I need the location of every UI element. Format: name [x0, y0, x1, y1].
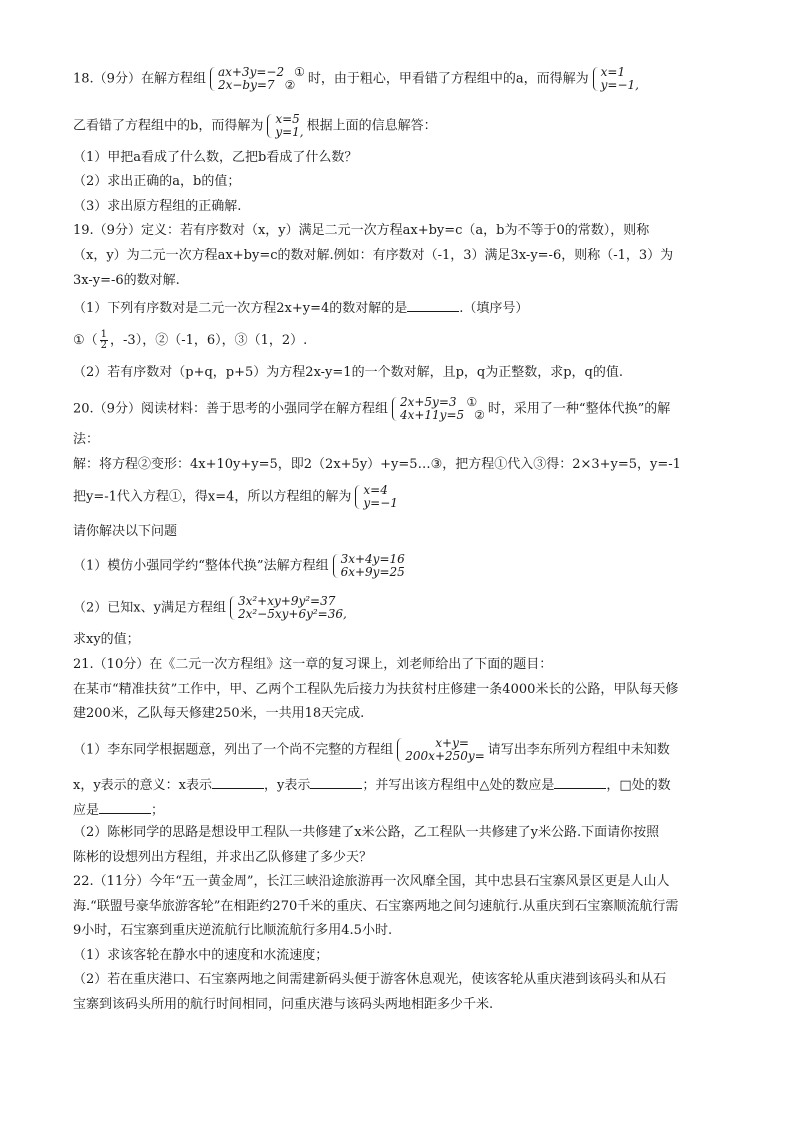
answer-blank[interactable]	[99, 800, 151, 814]
q22-line1: 22.（11分）今年“五一黄金周”，长江三峡沿途旅游再一次风靡全国，其中忠县石宝寨风景区更是人山人	[73, 874, 670, 889]
fraction-half: $\frac{1}{2}$	[100, 329, 108, 351]
q21-part2-line2: 陈彬的设想列出方程组，并求出乙队修建了多少天？	[73, 850, 373, 865]
q18-sol-b: x=5 y=1,	[266, 113, 303, 139]
q18-b-text-cont: 根据上面的信息解答：	[306, 118, 437, 134]
q18-part3: （3）求出原方程组的正确解.	[73, 199, 242, 214]
q20-p2-system: 3x²+xy+9y²=37 2x²−5xy+6y²=36,	[229, 595, 347, 621]
q22-line3: 9小时，石宝寨到重庆逆流航行比顺流航行多用4.5小时.	[73, 923, 393, 938]
q18-b-text: 乙看错了方程组中的b，而得解为	[73, 118, 264, 134]
answer-blank[interactable]	[554, 775, 606, 789]
q20-part1: （1）模仿小强同学约“整体代换”法解方程组 3x+4y=16 6x+9y=25	[73, 552, 405, 579]
q18-part1: （1）甲把a看成了什么数，乙把b看成了什么数？	[73, 150, 358, 165]
q18-line2	[73, 113, 437, 139]
q21-system: x+y= 200x+250y=	[396, 737, 484, 763]
q18-system	[209, 66, 305, 92]
q20-line5: 请你解决以下问题	[73, 524, 178, 539]
q18-sol-a: x=1 y=−1,	[592, 66, 639, 92]
q21-line3: 建200米，乙队每天修建250米，一共用18天完成.	[73, 706, 365, 721]
answer-blank[interactable]	[212, 775, 264, 789]
answer-blank[interactable]	[407, 298, 459, 312]
q20-line3: 解：将方程②变形：4x+10y+y=5，即2（2x+5y）+y=5…③，把方程①代入③得：2×3+y=5，y=-1	[73, 457, 681, 472]
q20-line2: 法：	[73, 432, 100, 447]
q20-part2: （2）已知x、y满足方程组 3x²+xy+9y²=37 2x²−5xy+6y²=36,	[73, 594, 347, 621]
answer-blank[interactable]	[310, 775, 362, 789]
q19-part1: （1）下列有序数对是二元一次方程2x+y=4的数对解的是 .（填序号）	[73, 298, 528, 318]
q21-part2-line1: （2）陈彬同学的思路是想设甲工程队一共修建了x米公路，乙工程队一共修建了y米公路.下面请你按照	[73, 825, 660, 840]
q21-part1: （1）李东同学根据题意，列出了一个尚不完整的方程组 x+y= 200x+250y= 请写出李东所列方程组中未知数	[73, 736, 670, 763]
q22-part1: （1）求该客轮在静水中的速度和水流速度；	[73, 948, 329, 963]
q20-line4: 把y=-1代入方程①，得x=4，所以方程组的解为 x=4 y=−1	[73, 483, 398, 510]
q20-part2-cont: 求xy的值；	[73, 632, 140, 647]
q22-part2-line2: 宝寨到该码头所用的航行时间相同，问重庆港与该码头两地相距多少千米.	[73, 997, 494, 1012]
q21-part1-line2: x，y表示的意义：x表示 ，y表示 ；并写出该方程组中△处的数应是 ，□处的数	[73, 775, 671, 795]
q18-eq2: 2x−by=7 ②	[217, 78, 296, 92]
q21-line1: 21.（10分）在《二元一次方程组》这一章的复习课上，刘老师给出了下面的题目：	[73, 657, 553, 672]
q21-line2: 在某市“精准扶贫”工作中，甲、乙两个工程队先后接力为扶贫村庄修建一条4000米长的公路，甲队每天修	[73, 682, 679, 697]
q19-line1: 19.（9分）定义：若有序数对（x，y）满足二元一次方程ax+by=c（a，b为不等于0的常数），则称	[73, 223, 650, 238]
q21-part1-line3: 应是 ；	[73, 800, 164, 820]
q19-options: ①（ $\frac{1}{2}$ ，-3），②（-1，6），③（1，2）.	[73, 329, 308, 351]
q22-line2: 海.“联盟号豪华旅游客轮”在相距约270千米的重庆、石宝寨两地之间匀速航行.从重庆到石宝寨顺流航行需	[73, 899, 679, 914]
q22-part2-line1: （2）若在重庆港口、石宝寨两地之间需建新码头便于游客休息观光，使该客轮从重庆港到该码头和从石	[73, 972, 667, 987]
q18-intro-cont: 时，由于粗心，甲看错了方程组中的a，而得解为	[307, 71, 589, 87]
q20-system: 2x+5y=3 ① 4x+11y=5 ②	[391, 396, 485, 422]
q19-part2: （2）若有序数对（p+q，p+5）为方程2x-y=1的一个数对解，且p，q为正整数，求p，q的值.	[73, 365, 623, 380]
q20-solution: x=4 y=−1	[354, 484, 398, 510]
q18-eq1: ax+3y=−2 ①	[217, 65, 305, 79]
q20-line1: 20.（9分）阅读材料：善于思考的小强同学在解方程组 2x+5y=3 ① 4x+11y=5 ② 时，采用了一种“整体代换”的解	[73, 395, 671, 422]
q20-p1-system: 3x+4y=16 6x+9y=25	[332, 553, 405, 579]
q18-part2: （2）求出正确的a，b的值；	[73, 174, 241, 189]
q18-intro: 18.（9分）在解方程组	[73, 71, 206, 87]
q19-line3: 3x-y=-6的数对解.	[73, 273, 180, 288]
q19-line2: （x，y）为二元一次方程ax+by=c的数对解.例如：有序数对（-1，3）满足3x-y=-6，则称（-1，3）为	[73, 248, 674, 263]
q18-line1	[73, 66, 642, 92]
